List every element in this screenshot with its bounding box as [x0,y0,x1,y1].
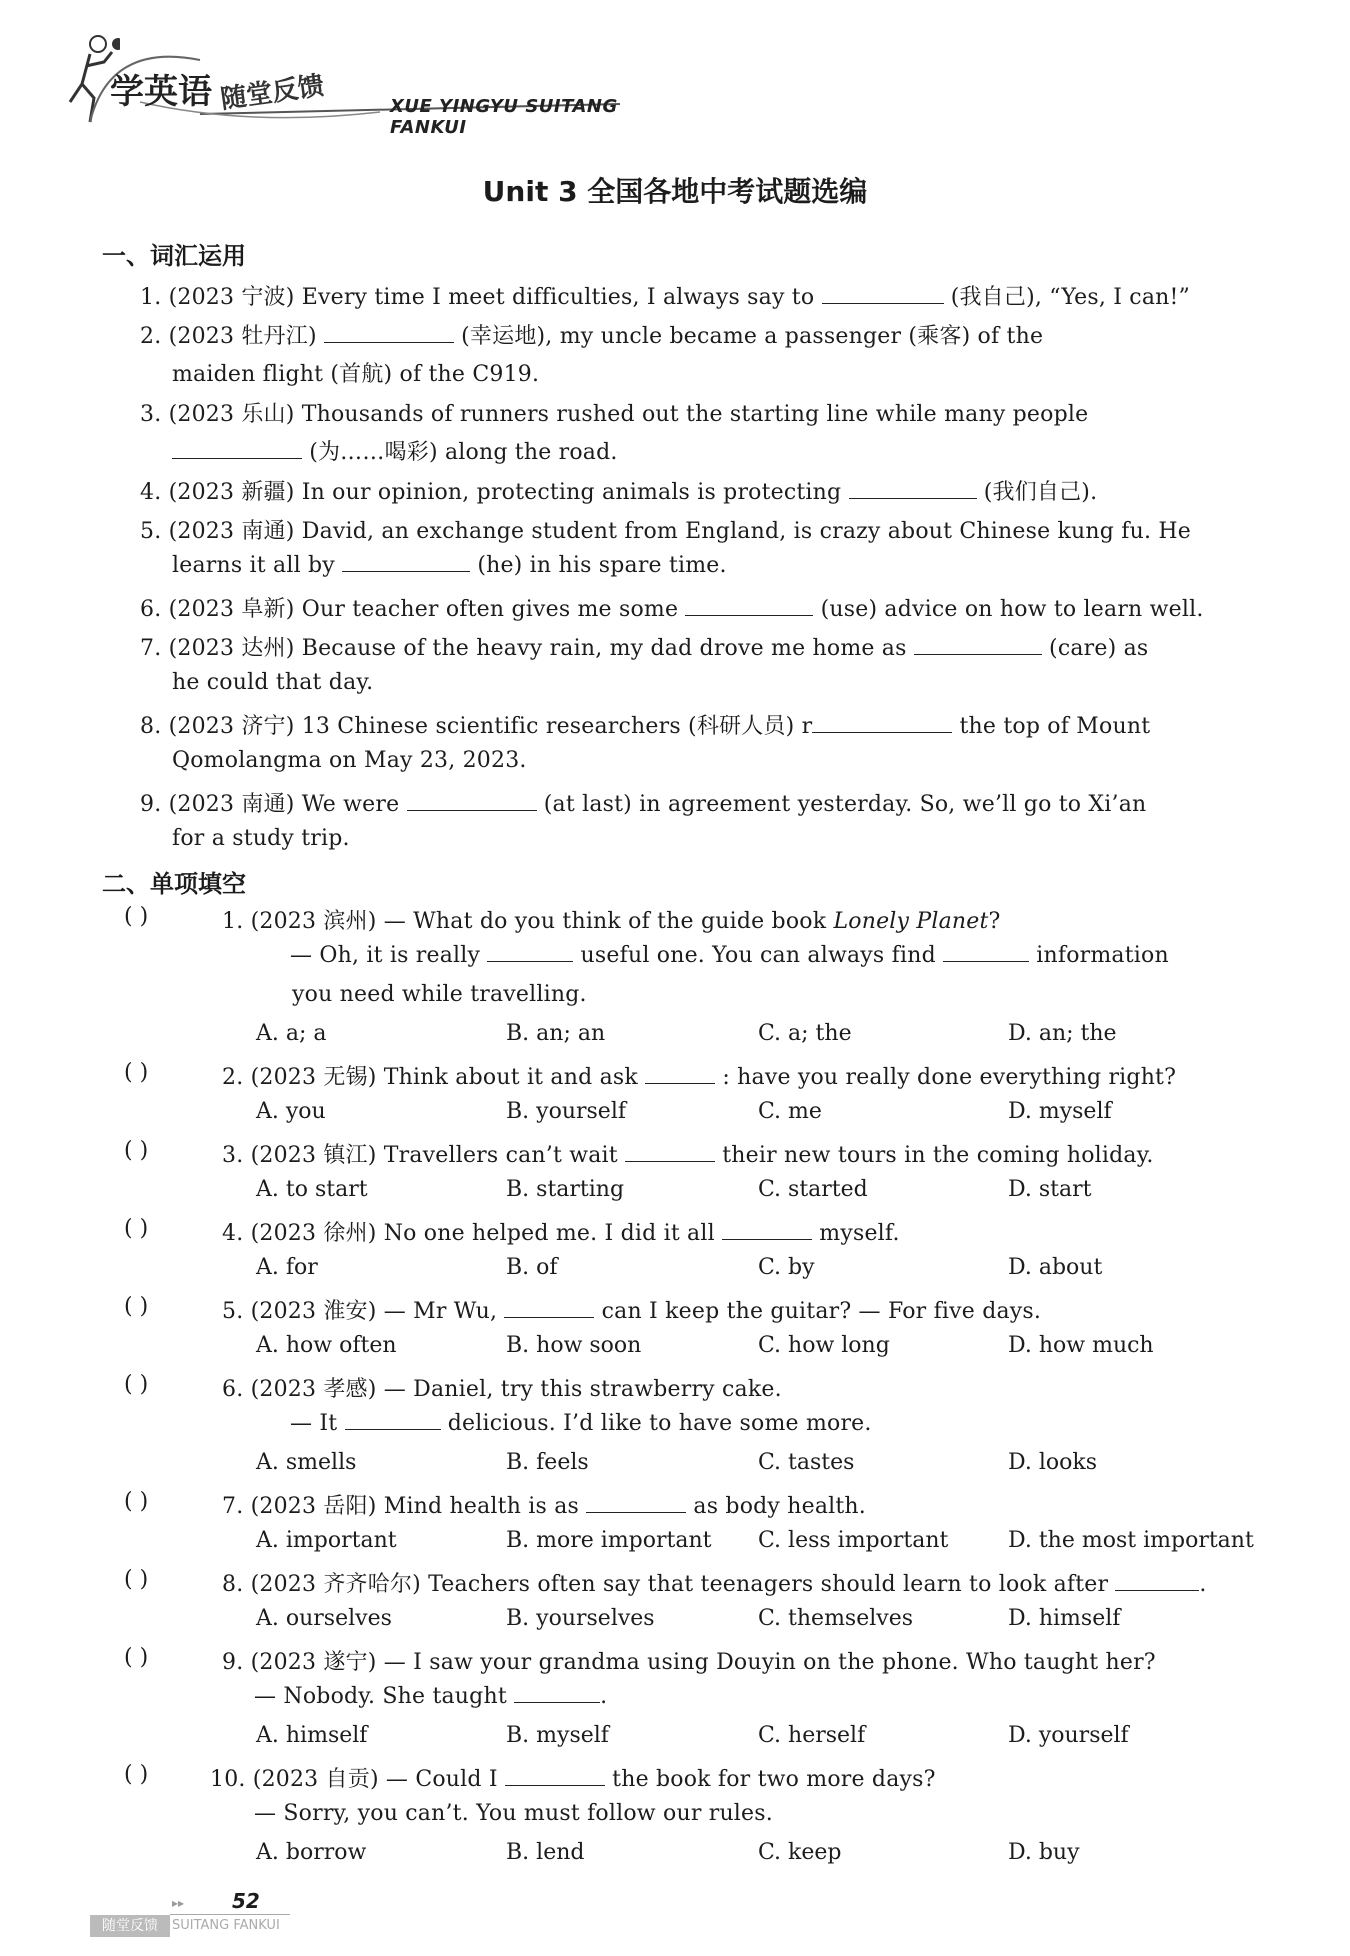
answer-blank[interactable] [504,1299,594,1318]
answer-blank[interactable] [914,636,1042,655]
choice-q9: 9. (2023 遂宁) — I saw your grandma using Douyin on the phone. Who taught her? [222,1650,1156,1675]
answer-blank[interactable] [505,1767,605,1786]
vocab-item-2: 2. (2023 牡丹江) (幸运地), my uncle became a passenger (乘客) of the [140,324,1044,349]
choice-q8: 8. (2023 齐齐哈尔) Teachers often say that teenagers should learn to look after . [222,1572,1207,1597]
choice-q1-line2: — Oh, it is really useful one. You can always find information [290,943,1169,968]
option-d[interactable]: D. an; the [1008,1021,1117,1046]
option-b[interactable]: B. starting [506,1177,625,1202]
logo-text: 学英语 [110,72,212,112]
choice-q2: 2. (2023 无锡) Think about it and ask : have you really done everything right? [222,1065,1177,1090]
option-a[interactable]: A. smells [256,1450,357,1475]
option-d[interactable]: D. how much [1008,1333,1154,1358]
option-b[interactable]: B. lend [506,1840,585,1865]
logo-english: XUE YINGYU SUITANG FANKUI [390,96,618,138]
answer-blank[interactable] [487,943,573,962]
option-a[interactable]: A. how often [256,1333,397,1358]
option-a[interactable]: A. for [256,1255,318,1280]
answer-paren[interactable]: ( ) [124,1489,149,1514]
answer-paren[interactable]: ( ) [124,1216,149,1241]
option-d[interactable]: D. the most important [1008,1528,1254,1553]
option-c[interactable]: C. keep [758,1840,842,1865]
choice-q10: 10. (2023 自贡) — Could I the book for two more days? [210,1767,936,1792]
option-d[interactable]: D. buy [1008,1840,1080,1865]
option-c[interactable]: C. by [758,1255,815,1280]
vocab-item-9: 9. (2023 南通) We were (at last) in agreement yesterday. So, we’ll go to Xi’an [140,792,1147,817]
answer-blank[interactable] [849,480,977,499]
option-c[interactable]: C. how long [758,1333,890,1358]
answer-blank[interactable] [625,1143,715,1162]
page-title: Unit 3 全国各地中考试题选编 [482,175,868,208]
answer-paren[interactable]: ( ) [124,1762,149,1787]
choice-q10-line2: — Sorry, you can’t. You must follow our rules. [254,1801,773,1826]
vocab-item-7: 7. (2023 达州) Because of the heavy rain, my dad drove me home as (care) as [140,636,1149,661]
option-b[interactable]: B. an; an [506,1021,606,1046]
choice-q5: 5. (2023 淮安) — Mr Wu, can I keep the guitar? — For five days. [222,1299,1042,1324]
option-a[interactable]: A. you [256,1099,326,1124]
vocab-item-8-cont: Qomolangma on May 23, 2023. [172,748,527,773]
choice-q1: 1. (2023 滨州) — What do you think of the guide book Lonely Planet? [222,909,1001,934]
footer-badge: 随堂反馈 [90,1915,170,1937]
vocab-item-6: 6. (2023 阜新) Our teacher often gives me some (use) advice on how to learn well. [140,597,1204,622]
option-b[interactable]: B. yourselves [506,1606,655,1631]
vocab-item-5: 5. (2023 南通) David, an exchange student from England, is crazy about Chinese kung fu. He [140,519,1191,544]
option-d[interactable]: D. himself [1008,1606,1121,1631]
option-b[interactable]: B. feels [506,1450,589,1475]
answer-blank[interactable] [685,597,813,616]
choice-q4: 4. (2023 徐州) No one helped me. I did it all myself. [222,1221,900,1246]
choice-q6-line2: — It delicious. I’d like to have some more. [290,1411,872,1436]
choice-q7: 7. (2023 岳阳) Mind health is as as body health. [222,1494,866,1519]
vocab-item-4: 4. (2023 新疆) In our opinion, protecting animals is protecting (我们自己). [140,480,1098,505]
option-b[interactable]: B. more important [506,1528,712,1553]
page-number: 52 [232,1889,260,1913]
vocab-item-9-cont: for a study trip. [172,826,350,851]
answer-paren[interactable]: ( ) [124,1645,149,1670]
choice-q3: 3. (2023 镇江) Travellers can’t wait their new tours in the coming holiday. [222,1143,1154,1168]
option-d[interactable]: D. about [1008,1255,1103,1280]
answer-paren[interactable]: ( ) [124,904,149,929]
footer-divider [170,1914,290,1915]
option-a[interactable]: A. a; a [256,1021,327,1046]
option-d[interactable]: D. myself [1008,1099,1112,1124]
option-d[interactable]: D. looks [1008,1450,1097,1475]
option-b[interactable]: B. myself [506,1723,609,1748]
vocab-item-1: 1. (2023 宁波) Every time I meet difficulties, I always say to (我自己), “Yes, I can!” [140,285,1191,310]
option-a[interactable]: A. ourselves [256,1606,392,1631]
answer-paren[interactable]: ( ) [124,1294,149,1319]
option-b[interactable]: B. how soon [506,1333,642,1358]
vocab-item-3-cont: (为……喝彩) along the road. [172,435,618,466]
answer-paren[interactable]: ( ) [124,1060,149,1085]
answer-blank[interactable] [943,943,1029,962]
vocab-item-5-cont: learns it all by (he) in his spare time. [172,553,727,578]
option-a[interactable]: A. himself [256,1723,368,1748]
answer-blank[interactable] [407,792,537,811]
answer-paren[interactable]: ( ) [124,1567,149,1592]
option-c[interactable]: C. me [758,1099,822,1124]
page-header [60,32,680,137]
answer-blank[interactable] [172,440,302,459]
answer-blank[interactable] [812,714,952,733]
vocab-item-7-cont: he could that day. [172,670,374,695]
answer-blank[interactable] [822,285,944,304]
option-c[interactable]: C. started [758,1177,868,1202]
option-c[interactable]: C. themselves [758,1606,914,1631]
section-heading-choice: 二、单项填空 [102,870,246,898]
option-d[interactable]: D. start [1008,1177,1092,1202]
answer-blank[interactable] [586,1494,686,1513]
option-c[interactable]: C. a; the [758,1021,852,1046]
answer-blank[interactable] [345,1411,441,1430]
option-c[interactable]: C. tastes [758,1450,855,1475]
choice-q6: 6. (2023 孝感) — Daniel, try this strawberry cake. [222,1377,782,1402]
answer-blank[interactable] [514,1684,600,1703]
answer-blank[interactable] [645,1065,715,1084]
answer-blank[interactable] [342,553,470,572]
answer-paren[interactable]: ( ) [124,1372,149,1397]
logo-subtext: 随堂反馈 [218,70,326,116]
option-d[interactable]: D. yourself [1008,1723,1129,1748]
arrow-icon: ▸▸ [172,1896,185,1910]
vocab-item-2-cont: maiden flight (首航) of the C919. [172,362,540,387]
option-a[interactable]: A. to start [256,1177,368,1202]
choice-q1-line3: you need while travelling. [292,982,587,1007]
section-heading-vocab: 一、词汇运用 [102,242,246,270]
footer-english: SUITANG FANKUI [172,1918,280,1933]
vocab-item-3: 3. (2023 乐山) Thousands of runners rushed out the starting line while many people [140,402,1089,427]
option-a[interactable]: A. borrow [256,1840,367,1865]
answer-paren[interactable]: ( ) [124,1138,149,1163]
option-b[interactable]: B. yourself [506,1099,627,1124]
answer-blank[interactable] [722,1221,812,1240]
option-c[interactable]: C. less important [758,1528,949,1553]
option-c[interactable]: C. herself [758,1723,866,1748]
option-b[interactable]: B. of [506,1255,558,1280]
answer-blank[interactable] [1115,1572,1199,1591]
choice-q9-line2: — Nobody. She taught . [254,1684,608,1709]
answer-blank[interactable] [324,324,454,343]
vocab-item-8: 8. (2023 济宁) 13 Chinese scientific researchers (科研人员) r the top of Mount [140,714,1151,739]
option-a[interactable]: A. important [256,1528,397,1553]
